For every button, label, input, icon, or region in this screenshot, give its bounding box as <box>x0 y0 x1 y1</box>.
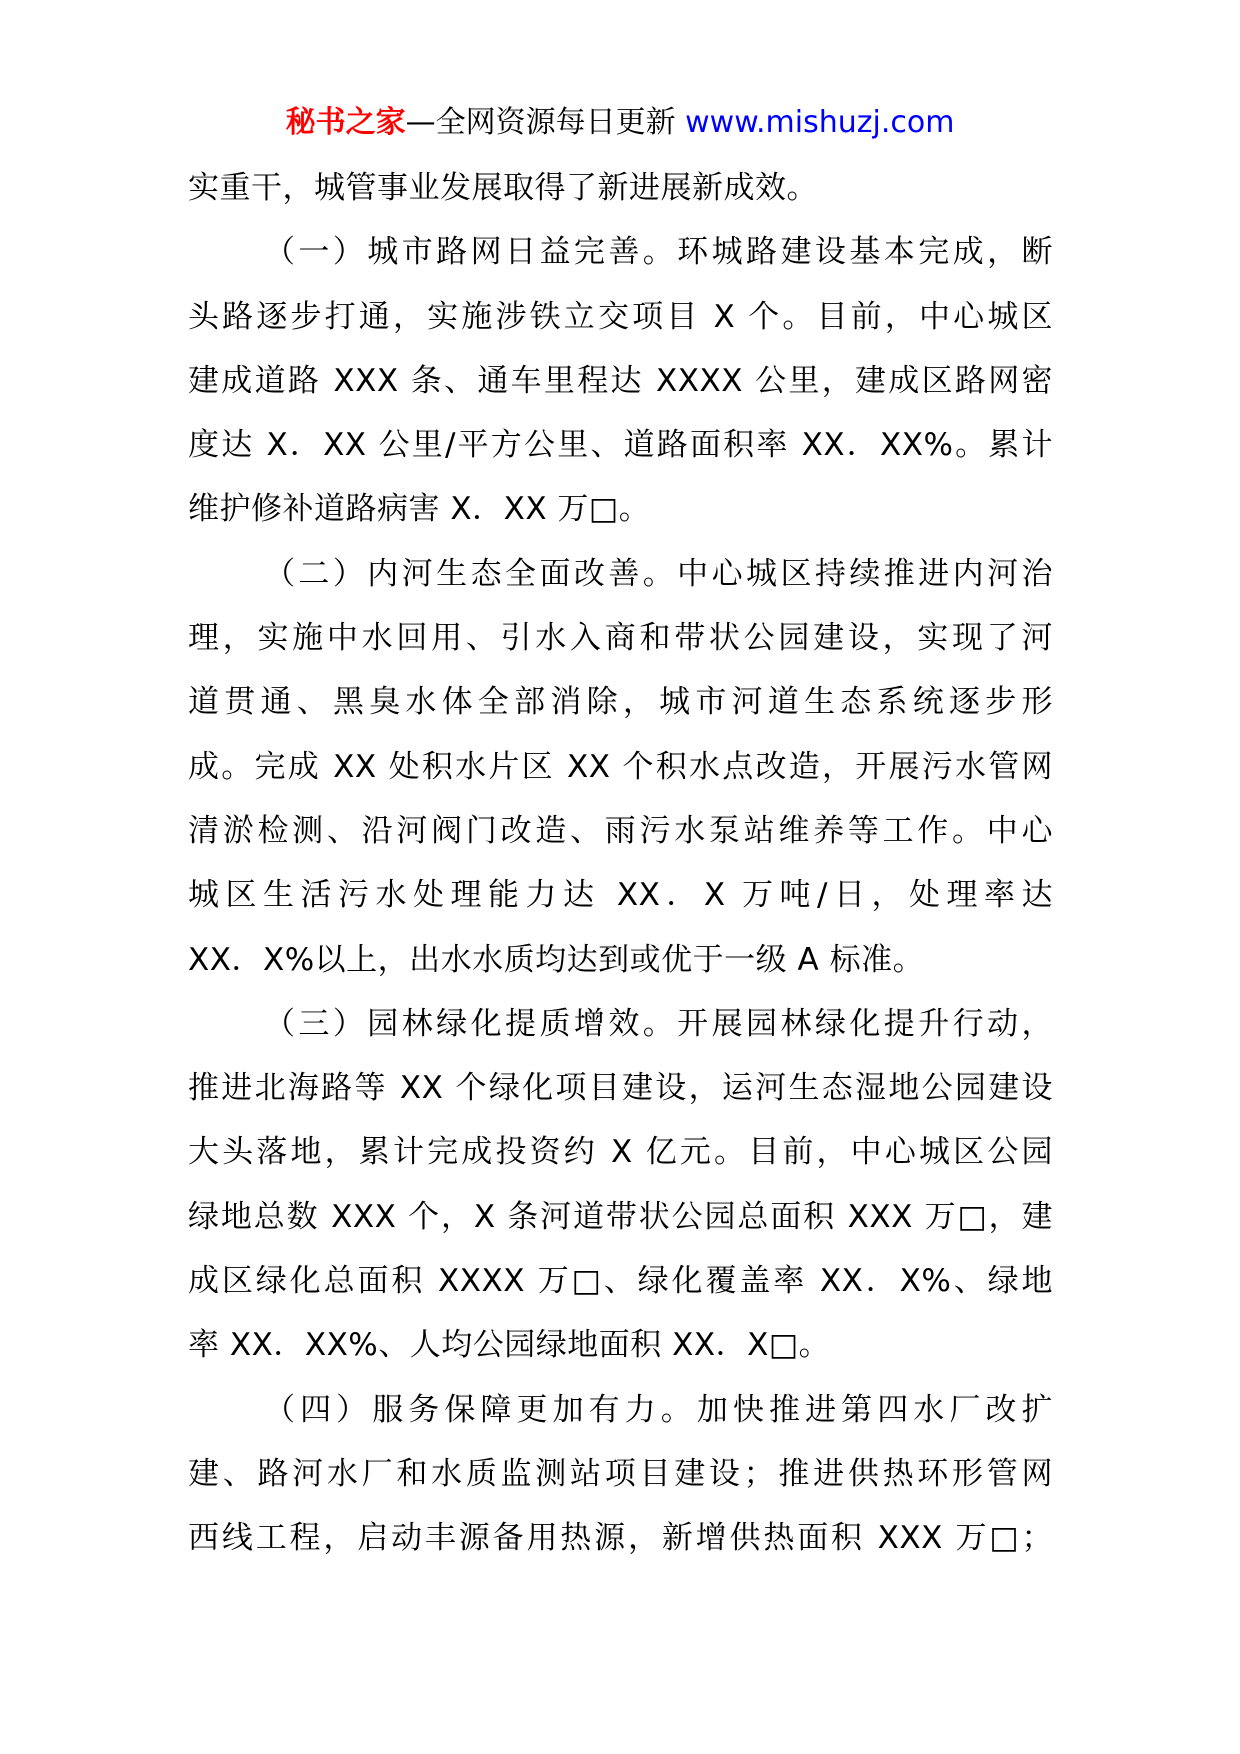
document-body <box>188 156 1053 1571</box>
text-line: 度达 X．XX 公里/平方公里、道路面积率 XX．XX%。累计 <box>188 427 1053 464</box>
text-line: 头路逐步打通，实施涉铁立交项目 X 个。目前，中心城区 <box>188 298 1053 335</box>
watermark-header <box>0 98 1240 148</box>
text-line: 实重干，城管事业发展取得了新进展新成效。 <box>188 170 818 206</box>
text-line: 推进北海路等 XX 个绿化项目建设，运河生态湿地公园建设 <box>188 1070 1053 1107</box>
text-line: （二）内河生态全面改善。中心城区持续推进内河治 <box>264 555 1053 592</box>
text-line: 建、路河水厂和水质监测站项目建设；推进供热环形管网 <box>188 1455 1053 1492</box>
text-line: 清淤检测、沿河阀门改造、雨污水泵站维养等工作。中心 <box>188 812 1053 849</box>
text-line: 西线工程，启动丰源备用热源，新增供热面积 XXX 万□； <box>188 1520 1053 1557</box>
text-line: （三）园林绿化提质增效。开展园林绿化提升行动， <box>264 1005 1053 1042</box>
site-name: 秘书之家 <box>285 105 406 140</box>
text-line: 率 XX．XX%、人均公园绿地面积 XX．X□。 <box>188 1327 831 1364</box>
text-line: （一）城市路网日益完善。环城路建设基本完成，断 <box>264 234 1053 271</box>
text-line: （四）服务保障更加有力。加快推进第四水厂改扩 <box>264 1391 1053 1428</box>
text-line: 成区绿化总面积 XXXX 万□、绿化覆盖率 XX．X%、绿地 <box>188 1263 1053 1300</box>
text-line: 道贯通、黑臭水体全部消除，城市河道生态系统逐步形 <box>188 684 1053 721</box>
text-line: 维护修补道路病害 X．XX 万□。 <box>188 491 651 528</box>
text-line: 建成道路 XXX 条、通车里程达 XXXX 公里，建成区路网密 <box>188 362 1053 399</box>
text-line: XX．X%以上，出水水质均达到或优于一级 A 标准。 <box>188 941 925 978</box>
text-line: 大头落地，累计完成投资约 X 亿元。目前，中心城区公园 <box>188 1134 1053 1171</box>
text-line: 理，实施中水回用、引水入商和带状公园建设，实现了河 <box>188 620 1053 657</box>
text-line: 成。完成 XX 处积水片区 XX 个积水点改造，开展污水管网 <box>188 748 1053 785</box>
site-url-link[interactable]: www.mishuzj.com <box>685 105 955 140</box>
text-line: 绿地总数 XXX 个，X 条河道带状公园总面积 XXX 万□，建 <box>188 1198 1053 1235</box>
site-tagline: —全网资源每日更新 <box>405 105 676 140</box>
text-line: 城区生活污水处理能力达 XX．X 万吨/日，处理率达 <box>188 877 1053 914</box>
